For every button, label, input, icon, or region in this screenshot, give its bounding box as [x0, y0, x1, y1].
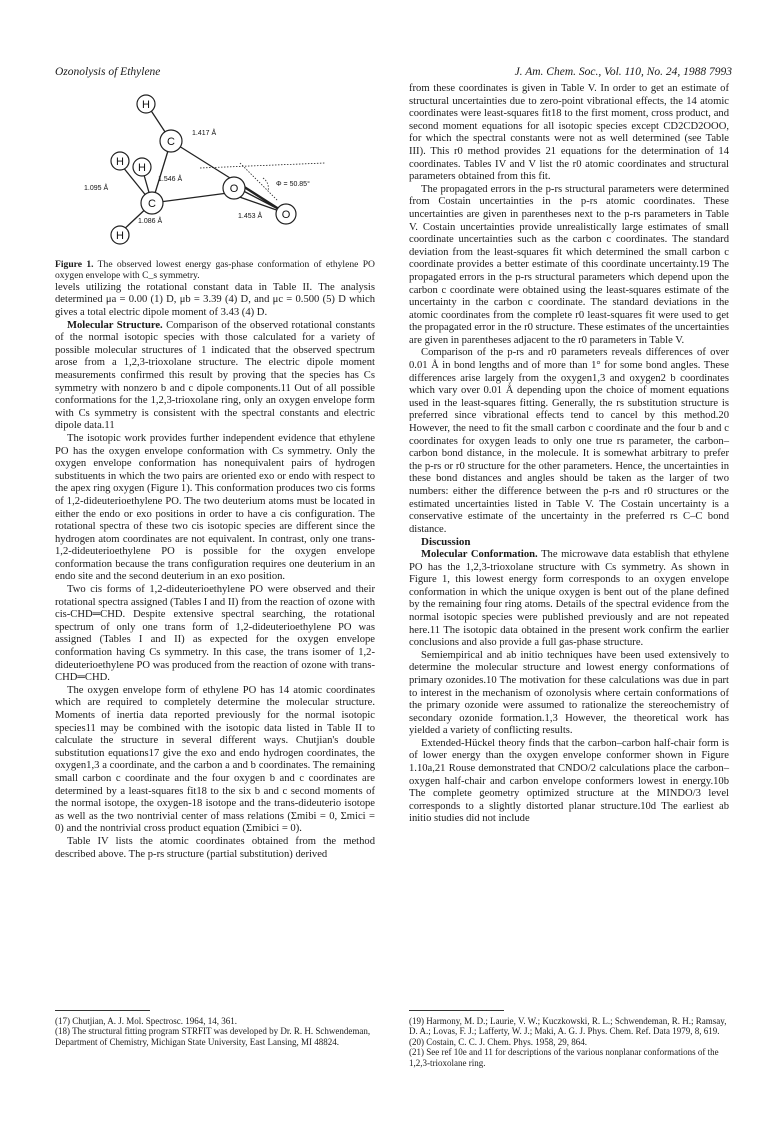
paragraph: Two cis forms of 1,2-dideuterioethylene PO were observed and their rotational spectra assigned (Tables I and II) from the reaction of ozone with cis-CHD═CHD. Despite extensive spectral searching, the rotational spectrum of only one trans form of 1,2-dideuterioethylene PO was assigned (Tables I and II) as expected for the oxygen envelope conformation having Cs symmetry. In this case, the trans isomer of 1,2-dideuterioethylene PO was produced from the reaction of ozone with trans-CHD═CHD.: [55, 584, 375, 684]
paragraph: Extended-Hückel theory finds that the carbon–carbon half-chair form is of lower energy than the oxygen envelope conformer shown in Figure 1.10a,21 Rouse demonstrated that CNDO/2 calculations place the carbon–oxygen half-chair and carbon envelope conformers lowest in energy.10b The complete geometry optimized structure at the MINDO/3 level corresponds to a slightly distorted planar structure.10d The earliest ab initio studies did not include: [409, 737, 729, 825]
label-1095: 1.095 Å: [84, 185, 109, 192]
paragraph: The isotopic work provides further independent evidence that ethylene PO has the oxygen envelope conformation with Cs symmetry. Only the oxygen envelope conformation has nonequivalent pairs of hydrogen substituents in which the two pairs are oriented exo or endo with respect to the apex ring oxygen (Figure 1). This conformation produces two cis forms of 1,2-dideuterioethylene PO. The two deuterium atoms must be located in either the endo or exo positions in order to have a cis configuration. The rotational spectra of these two cis isotopic species are different since the hydrogen atom coordinates are not equivalent. In contrast, only one trans-1,2-dideuterioethylene PO is possible for the oxygen envelope conformation because the trans configuration requires one deuterium in an endo site and the second deuterium in an exo position.: [55, 432, 375, 583]
running-head-right: J. Am. Chem. Soc., Vol. 110, No. 24, 1988 7993: [514, 66, 732, 78]
svg-text:C: C: [148, 198, 156, 210]
paragraph-molecular-conformation: Molecular Conformation. The microwave data establish that ethylene PO has the 1,2,3-trioxolane structure with Cs symmetry. As shown in Figure 1, this lowest energy form corresponds to an oxygen envelope conformation in which the unique oxygen is bent out of the plane defined by the remaining four ring atoms. Details of the spectral evidence from the normal isotopic species were published previously and are not repeated here.11 The isotopic data obtained in the present work confirm the earlier conclusions and also provide a full gas-phase structure.: [409, 548, 729, 649]
svg-text:H: H: [116, 156, 124, 168]
footnotes-left: [55, 1010, 375, 1047]
paragraph: levels utilizing the rotational constant data in Table II. The analysis determined μa = 0.00 (1) D, μb = 3.39 (4) D, and μc = 0.500 (5) D which gives a total electric dipole moment of 3.43 (4) D.: [55, 281, 375, 318]
footnote: (21) See ref 10e and 11 for descriptions of the various nonplanar conformations of the 1,2,3-trioxolane ring.: [409, 1047, 719, 1068]
figure-caption: Figure 1. The observed lowest energy gas-phase conformation of ethylene PO oxygen envelope with C_s symmetry.: [55, 259, 375, 282]
label-1086: 1.086 Å: [138, 218, 163, 225]
svg-text:H: H: [116, 230, 124, 242]
footnote-rule: [409, 1010, 504, 1011]
svg-text:O: O: [281, 209, 291, 221]
label-1417: 1.417 Å: [192, 130, 217, 137]
footnote: (18) The structural fitting program STRFIT was developed by Dr. R. H. Schwendeman, Department of Chemistry, Michigan State University, East Lansing, MI 48824.: [55, 1026, 371, 1047]
section-heading-discussion: Discussion: [421, 536, 471, 549]
label-phi: Φ = 50.85°: [276, 181, 310, 188]
footnotes-right: [409, 1010, 729, 1068]
label-1453: 1.453 Å: [238, 213, 263, 220]
svg-text:H: H: [142, 99, 150, 111]
paragraph: from these coordinates is given in Table V. In order to get an estimate of structural uncertainties due to zero-point vibrational effects, the 14 atomic coordinates were least-squares fit18 to the first moment, cross product, and second moment equations for all isotopic species except CD2CD2OOO, for which the spectral constants were not as well determined (see Table III). This r0 method provides 21 equations for the determination of 14 coordinates. Tables IV and V list the r0 atomic coordinates and structural parameters obtained from this fit.: [409, 83, 729, 183]
svg-text:C: C: [167, 136, 175, 148]
paragraph: Table IV lists the atomic coordinates obtained from the method described above. The p-rs structure (partial substitution) derived: [55, 835, 375, 860]
footnote: (17) Chutjian, A. J. Mol. Spectrosc. 1964, 14, 361.: [55, 1016, 237, 1026]
figure-1-molecule: [80, 83, 360, 253]
paragraph-molecular-structure: Molecular Structure. Comparison of the observed rotational constants of the normal isotopic species with those calculated for a variety of possible molecular structures of 1 indicated that the observed spectrum arose from a 1,2,3-trioxolane structure. The electric dipole moment measurements confirmed this result by proving that the species has Cs symmetry with nonzero b and c dipole components.11 Out of all possible conformations for the 1,2,3-trioxolane ring, only an oxygen envelope form with Cs symmetry is consistent with the spectral constants and electric dipole data.11: [55, 319, 375, 432]
paragraph: The oxygen envelope form of ethylene PO has 14 atomic coordinates which are required to completely determine the molecular structure. Moments of inertia data reported previously for the normal isotopic species11 may be combined with the isotopic data listed in Table II to calculate the structure in several different ways. Chutjian's double substitution equations17 give the exo and endo hydrogen coordinates, the oxygen1,3 a coordinate, and the carbon a and b coordinates. The remaining small carbon c coordinate and the four oxygen b and c coordinates are determined by a least-squares fit18 to the six b and c second moments of the normal isotope, the oxygen-18 isotope and the trans-dideuterio isotope as well as the two nontrivial center of mass relations (Σmibi = 0, Σmici = 0) and the nontrivial cross product equation (Σmibici = 0).: [55, 684, 375, 835]
footnote-rule: [55, 1010, 150, 1011]
paragraph: Semiempirical and ab initio techniques have been used extensively to determine the molecular structure and lowest energy conformations of primary ozonides.10 The motivation for these calculations was due in part to interest in the mechanism of ozonolysis where certain conformations of the primary ozonide were assumed to rationalize the stereochemistry of secondary ozonide formation.1,3 However, the theoretical work has yielded a variety of conflicting results.: [409, 649, 729, 737]
footnote: (20) Costain, C. C. J. Chem. Phys. 1958, 29, 864.: [409, 1036, 588, 1047]
footnote: (19) Harmony, M. D.; Laurie, V. W.; Kuczkowski, R. L.; Schwendeman, R. H.; Ramsay, D. A.; Lovas, F. J.; Lafferty, W. J.; Maki, A. G. J. Phys. Chem. Ref. Data 1979, 8, 619.: [409, 1016, 727, 1037]
paragraph: The propagated errors in the p-rs structural parameters were determined from Costain uncertainties in the p-rs atomic coordinates. These uncertainties are given in parentheses next to the p-rs parameters in Table V. Costain uncertainties provide unrealistically large estimates of small coordinate uncertainties such as the carbon c coordinates. The standard deviation from the least-squares fit which determined the small carbon c coordinate provides a better estimate of this coordinate uncertainty.19 The propagated errors in the p-rs structural parameters which depend upon the carbon c coordinate were obtained using the least-squares estimate of the uncertainty in the carbon c coordinate. The standard deviations in the atomic coordinates from the complete r0 least-squares fit were used to get the propagated error in the r0 structure. These estimates of the uncertainties are given in parentheses adjacent to the r0 parameters in Table V.: [409, 183, 729, 346]
left-column: [55, 259, 375, 861]
svg-text:O: O: [229, 183, 239, 195]
label-1546: 1.546 Å: [158, 176, 183, 183]
svg-text:H: H: [138, 162, 146, 174]
running-head-left: Ozonolysis of Ethylene: [55, 66, 161, 78]
right-column: [409, 83, 729, 826]
paragraph: Comparison of the p-rs and r0 parameters reveals differences of over 0.01 Å in bond lengths and of more than 1° for some bond angles. These differences arise largely from the oxygen1,3 and oxygen2 b coordinates which vary over 0.01 Å depending upon the choice of moment equations used in the least-squares fitting. Generally, the rs substitution structure is preferred since vibrational effects tend to cancel by this method.20 However, the need to fit the small carbon c coordinate and the four b and c coordinates for oxygen leads to only one true rs parameter, the carbon–carbon bond distance, in the molecule. It is somewhat arbitrary to prefer the p-rs or r0 structure for the other parameters. Hence, the uncertainties in these bond distances and angles should be taken as the larger of two numbers: either the difference between the p-rs and r0 structures or the estimated uncertainties listed in Table V. The Costain uncertainty is a conservative estimate of the uncertainty in the preferred rs C–C bond distance.: [409, 347, 729, 535]
